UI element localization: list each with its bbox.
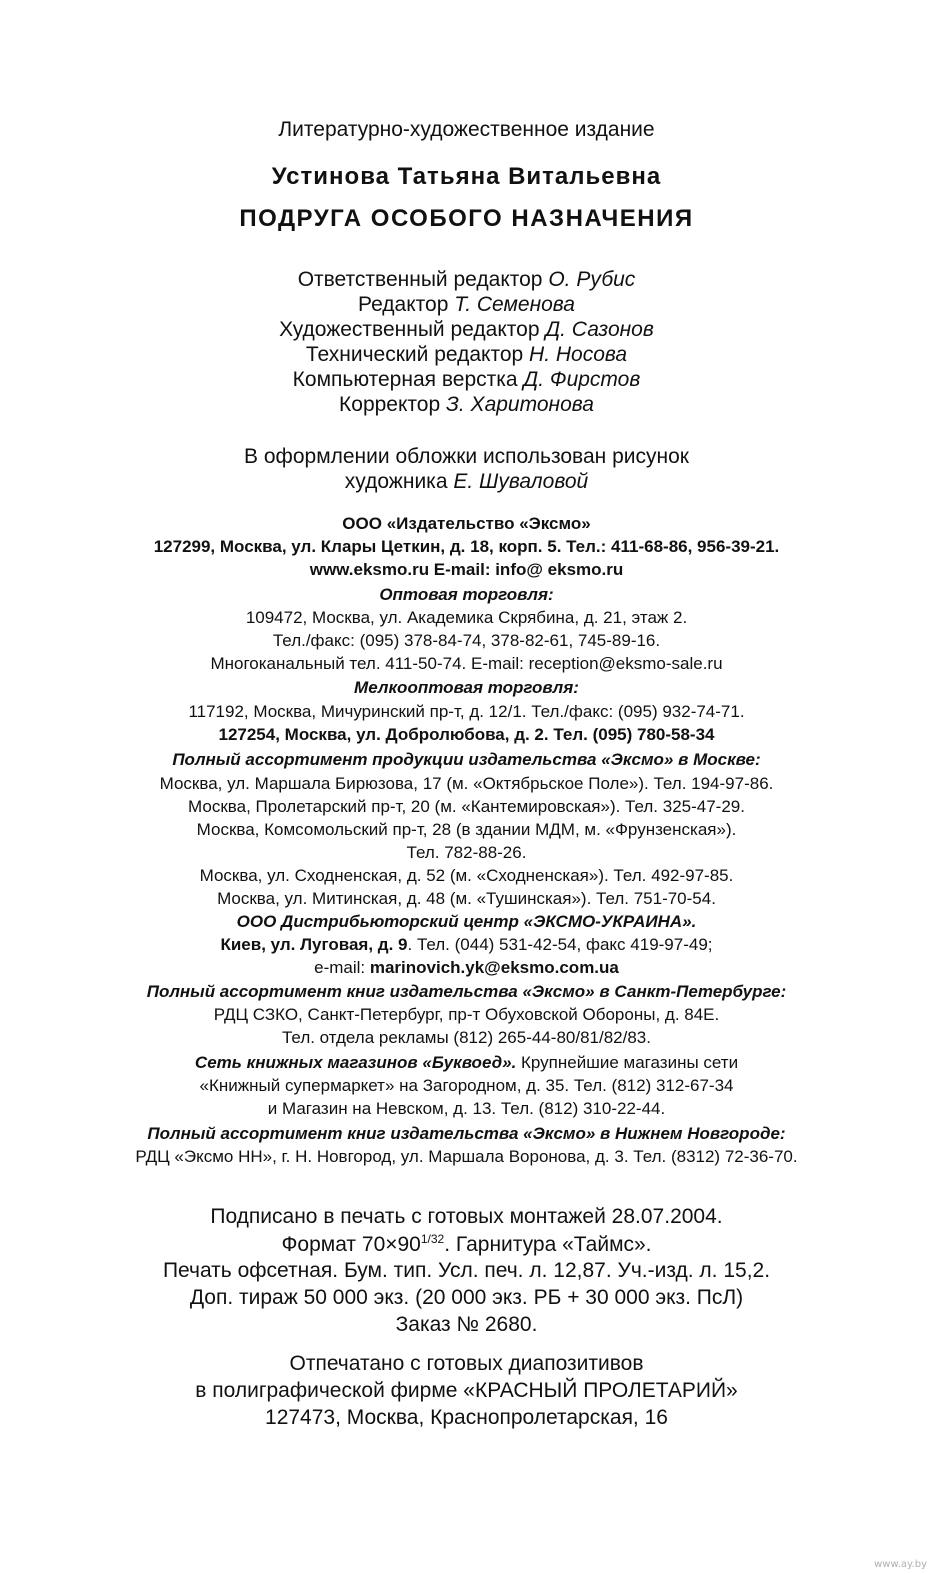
small-wholesale-heading: Мелкооптовая торговля: <box>354 678 579 697</box>
printer-line: в полиграфической фирме «КРАСНЫЙ ПРОЛЕТАРИЙ» <box>195 1379 738 1402</box>
cover-credit-line2: художника Е. Шуваловой <box>344 470 589 493</box>
moscow-line: Тел. 782-88-26. <box>406 843 527 862</box>
wholesale-line: 109472, Москва, ул. Академика Скрябина, д. 21, этаж 2. <box>245 608 688 627</box>
staff-line: Технический редактор Н. Носова <box>305 343 628 366</box>
moscow-line: Москва, ул. Митинская, д. 48 (м. «Тушинская»). Тел. 751-70-54. <box>217 889 716 908</box>
wholesale-line: Тел./факс: (095) 378-84-74, 378-82-61, 745-89-16. <box>272 631 661 650</box>
spb-line: РДЦ СЗКО, Санкт-Петербург, пр-т Обуховской Обороны, д. 84Е. <box>213 1005 720 1024</box>
author-name: Устинова Татьяна Витальевна <box>271 163 662 190</box>
print-type: Печать офсетная. Бум. тип. Усл. печ. л. 12,87. Уч.-изд. л. 15,2. <box>162 1259 771 1282</box>
spb-line: Тел. отдела рекламы (812) 265-44-80/81/82/83. <box>282 1028 651 1047</box>
moscow-heading: Полный ассортимент продукции издательства «Эксмо» в Москве: <box>172 750 761 769</box>
print-order: Заказ № 2680. <box>395 1313 538 1336</box>
book-title: ПОДРУГА ОСОБОГО НАЗНАЧЕНИЯ <box>239 205 694 232</box>
printer-line: Отпечатано с готовых диапозитивов <box>289 1352 644 1375</box>
printer-line: 127473, Москва, Краснопролетарская, 16 <box>265 1406 668 1429</box>
watermark: www.ay.by <box>874 1559 927 1570</box>
staff-line: Редактор Т. Семенова <box>358 293 575 316</box>
ukraine-line: e-mail: marinovich.yk@eksmo.com.ua <box>314 958 619 977</box>
edition-type: Литературно-художественное издание <box>278 118 655 141</box>
moscow-line: Москва, ул. Маршала Бирюзова, 17 (м. «Октябрьское Поле»). Тел. 194-97-86. <box>159 774 774 793</box>
small-wholesale-line: 117192, Москва, Мичуринский пр-т, д. 12/1. Тел./факс: (095) 932-74-71. <box>188 702 745 721</box>
ukraine-line: Киев, ул. Луговая, д. 9. Тел. (044) 531-42-54, факс 419-97-49; <box>220 935 713 954</box>
staff-line: Художественный редактор Д. Сазонов <box>279 318 654 341</box>
moscow-line: Москва, Пролетарский пр-т, 20 (м. «Кантемировская»). Тел. 325-47-29. <box>188 797 745 816</box>
print-run: Доп. тираж 50 000 экз. (20 000 экз. РБ + 30 000 экз. ПсЛ) <box>189 1286 744 1309</box>
bukvoed-line: Сеть книжных магазинов «Буквоед». Крупнейшие магазины сети <box>194 1053 739 1072</box>
print-format: Формат $70\times 90^{1/32}$. Гарнитура «Таймс». <box>281 1232 652 1256</box>
bukvoed-line: «Книжный супермаркет» на Загородном, д. 35. Тел. (812) 312-67-34 <box>199 1076 734 1095</box>
nn-heading: Полный ассортимент книг издательства «Эксмо» в Нижнем Новгороде: <box>147 1124 786 1143</box>
nn-line: РДЦ «Эксмо НН», г. Н. Новгород, ул. Маршала Воронова, д. 3. Тел. (8312) 72-36-70. <box>135 1147 798 1166</box>
staff-line: Корректор З. Харитонова <box>339 393 594 416</box>
bukvoed-line: и Магазин на Невском, д. 13. Тел. (812) 310-22-44. <box>267 1099 666 1118</box>
publisher-name: ООО «Издательство «Эксмо» <box>342 514 591 533</box>
small-wholesale-line: 127254, Москва, ул. Добролюбова, д. 2. Тел. (095) 780-58-34 <box>218 725 715 744</box>
ukraine-heading: ООО Дистрибьюторский центр «ЭКСМО-УКРАИНА». <box>236 912 697 931</box>
moscow-line: Москва, ул. Сходненская, д. 52 (м. «Сходненская»). Тел. 492-97-85. <box>199 866 734 885</box>
staff-line: Ответственный редактор О. Рубис <box>297 268 636 291</box>
moscow-line: Москва, Комсомольский пр-т, 28 (в здании МДМ, м. «Фрунзенская»). <box>196 820 737 839</box>
spb-heading: Полный ассортимент книг издательства «Эксмо» в Санкт-Петербурге: <box>146 982 787 1001</box>
publisher-web: www.eksmo.ru E-mail: info@ eksmo.ru <box>309 560 624 579</box>
publisher-address: 127299, Москва, ул. Клары Цеткин, д. 18, корп. 5. Тел.: 411-68-86, 956-39-21. <box>153 537 780 556</box>
staff-line: Компьютерная верстка Д. Фирстов <box>292 368 641 391</box>
cover-credit-line1: В оформлении обложки использован рисунок <box>244 445 689 468</box>
wholesale-heading: Оптовая торговля: <box>379 585 554 604</box>
wholesale-line: Многоканальный тел. 411-50-74. E-mail: reception@eksmo-sale.ru <box>210 654 723 673</box>
print-signed: Подписано в печать с готовых монтажей 28.07.2004. <box>210 1205 723 1228</box>
